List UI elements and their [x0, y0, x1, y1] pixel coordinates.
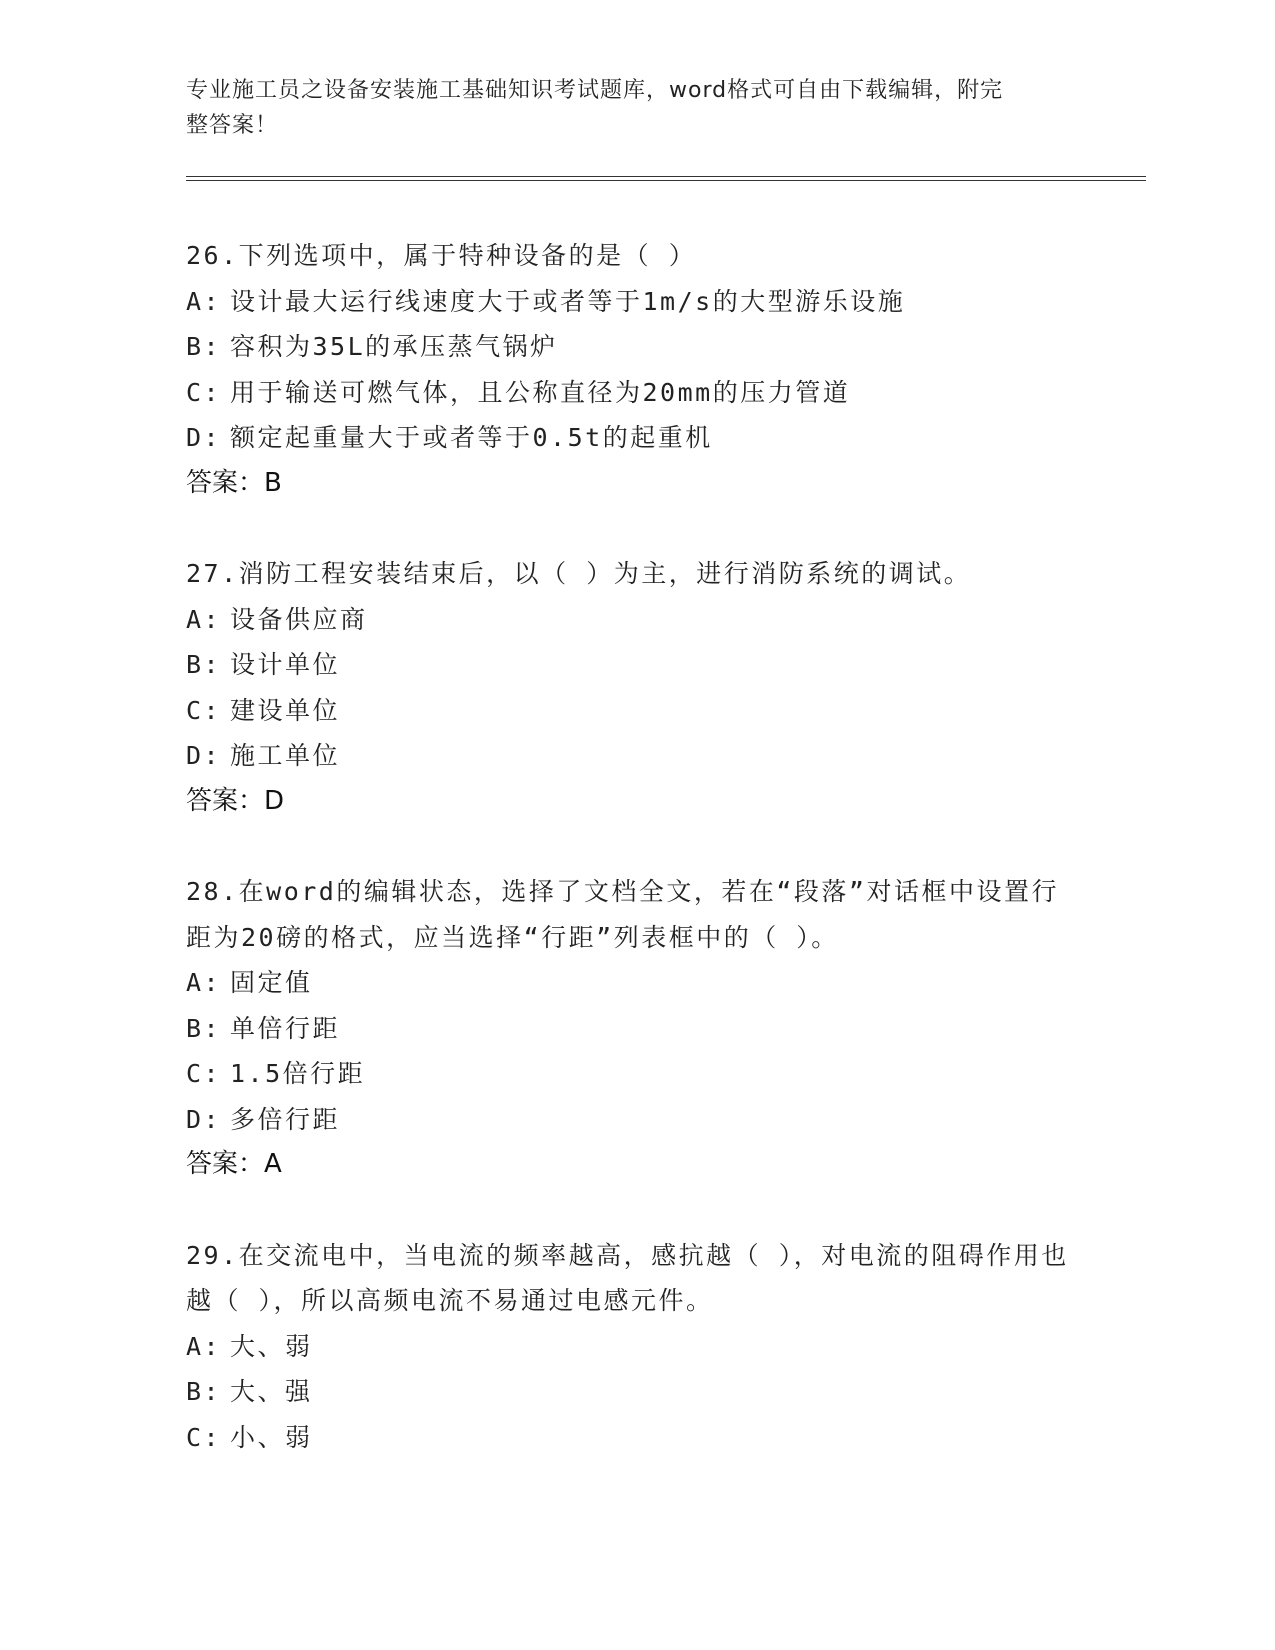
question-stem: 29.在交流电中，当电流的频率越高，感抗越（ ），对电流的阻碍作用也越（ ），所以高频电流不易通过电感元件。 [186, 1240, 1069, 1315]
question-list [186, 233, 1086, 1505]
option-key: B: [186, 1377, 222, 1406]
answer-line: 答案：B [186, 467, 282, 498]
option-text: 设备供应商 [230, 604, 368, 634]
question-29 [186, 1233, 1086, 1461]
option-key: C: [186, 1059, 222, 1088]
option-text: 大、弱 [230, 1331, 313, 1361]
answer-line: 答案：A [186, 1149, 282, 1179]
answer-line: 答案：D [186, 785, 285, 816]
document-header [186, 73, 1066, 143]
option-c [186, 1415, 1086, 1461]
option-text: 额定起重量大于或者等于0.5t的起重机 [230, 423, 713, 452]
option-text: 1.5倍行距 [230, 1059, 366, 1088]
option-b [186, 324, 1086, 370]
option-text: 设计单位 [230, 650, 341, 679]
option-b [186, 1006, 1086, 1052]
option-key: A: [186, 968, 222, 997]
option-c [186, 688, 1086, 734]
option-d [186, 733, 1086, 779]
option-key: D: [186, 1104, 222, 1134]
option-key: D: [186, 423, 222, 452]
option-text: 单倍行距 [230, 1013, 341, 1043]
option-key: C: [186, 377, 222, 407]
option-text: 建设单位 [230, 695, 341, 725]
option-key: C: [186, 695, 222, 725]
option-d [186, 1097, 1086, 1143]
option-text: 多倍行距 [230, 1104, 341, 1134]
option-b [186, 1369, 1086, 1415]
question-stem: 26.下列选项中，属于特种设备的是（ ） [186, 241, 697, 270]
option-c [186, 370, 1086, 416]
option-d [186, 415, 1086, 461]
option-text: 设计最大运行线速度大于或者等于1m/s的大型游乐设施 [230, 286, 906, 316]
header-line-2: 整答案！ [186, 113, 279, 138]
option-text: 大、强 [230, 1377, 313, 1406]
option-c [186, 1051, 1086, 1097]
option-key: A: [186, 1331, 222, 1361]
option-a [186, 279, 1086, 325]
question-stem: 28.在word的编辑状态，选择了文档全文，若在“段落”对话框中设置行距为20磅的格式，应当选择“行距”列表框中的（ ）。 [186, 877, 1059, 952]
option-text: 施工单位 [230, 741, 341, 770]
question-stem: 27.消防工程安装结束后，以（ ）为主，进行消防系统的调试。 [186, 559, 972, 588]
question-26 [186, 233, 1086, 506]
question-28 [186, 869, 1086, 1188]
option-text: 用于输送可燃气体，且公称直径为20mm的压力管道 [230, 377, 851, 407]
option-a [186, 960, 1086, 1006]
header-line-1: 专业施工员之设备安装施工基础知识考试题库，word格式可自由下载编辑，附完 [186, 78, 1004, 103]
option-key: A: [186, 286, 222, 316]
option-key: A: [186, 604, 222, 634]
option-text: 容积为35L的承压蒸气锅炉 [230, 332, 558, 361]
option-text: 固定值 [230, 968, 313, 997]
option-key: B: [186, 1013, 222, 1043]
option-text: 小、弱 [230, 1422, 313, 1452]
option-a [186, 597, 1086, 643]
option-a [186, 1324, 1086, 1370]
option-key: B: [186, 650, 222, 679]
option-key: C: [186, 1422, 222, 1452]
header-divider [186, 176, 1146, 181]
option-key: D: [186, 741, 222, 770]
question-27 [186, 551, 1086, 824]
option-b [186, 642, 1086, 688]
option-key: B: [186, 332, 222, 361]
